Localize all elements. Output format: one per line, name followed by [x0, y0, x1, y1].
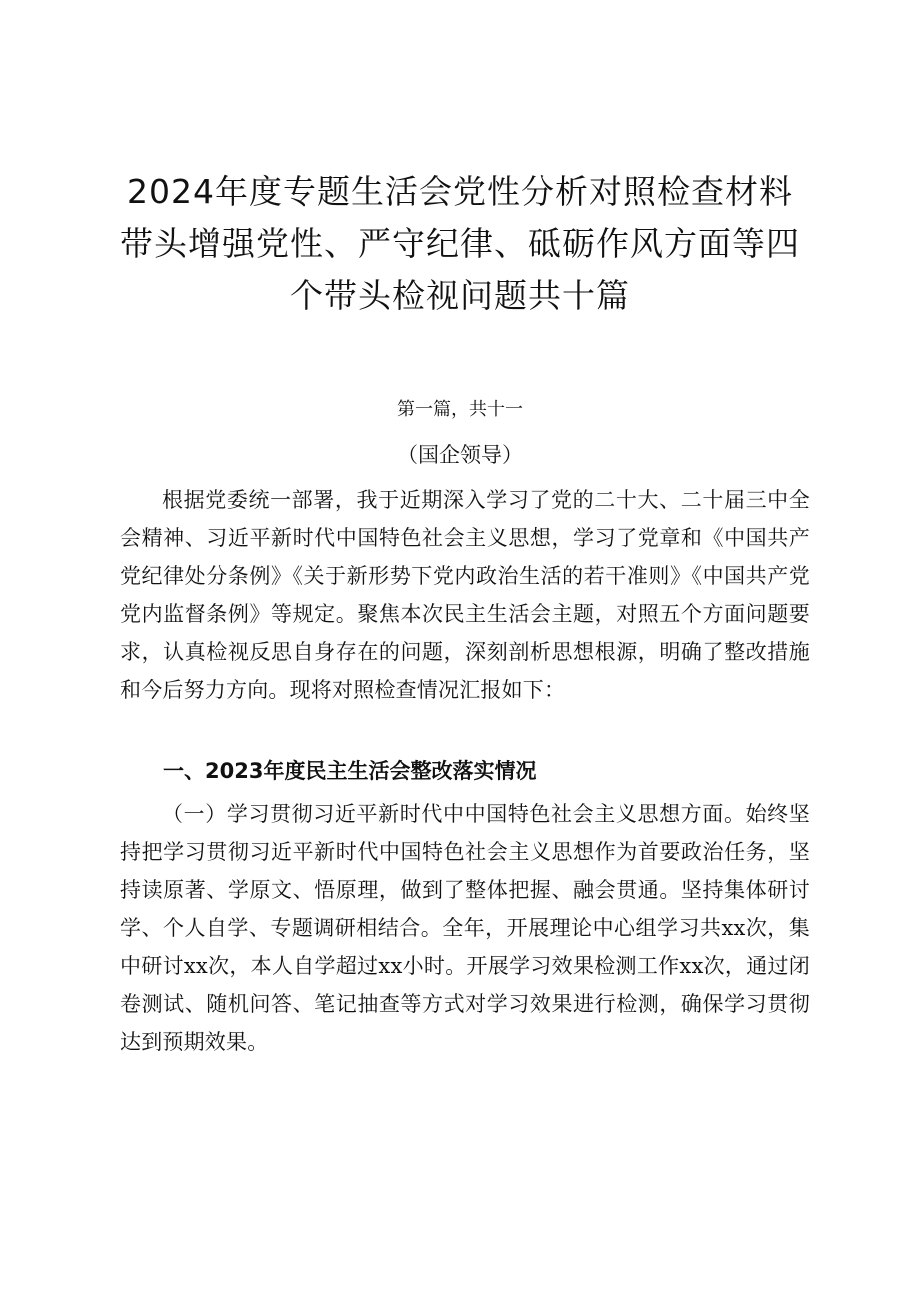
title-line-3: 个带头检视问题共十篇: [290, 276, 630, 315]
section-heading: 一、2023年度民主生活会整改落实情况: [163, 759, 537, 783]
section-paragraph: （一）学习贯彻习近平新时代中中国特色社会主义思想方面。始终坚持把学习贯彻习近平新时代中国特色社会主义思想作为首要政治任务，坚持读原著、学原文、悟原理，做到了整体把握、融会贯通。坚持集体研讨学、个人自学、专题调研相结合。全年，开展理论中心组学习共xx次，集中研讨xx次，本人自学超过xx小时。开展学习效果检测工作xx次，通过闭卷测试、随机问答、笔记抽查等方式对学习效果进行检测，确保学习贯彻达到预期效果。: [120, 802, 810, 1054]
intro-paragraph: 根据党委统一部署，我于近期深入学习了党的二十大、二十届三中全会精神、习近平新时代中国特色社会主义思想，学习了党章和《中国共产党纪律处分条例》《关于新形势下党内政治生活的若干准则》《中国共产党党内监督条例》等规定。聚焦本次民主生活会主题，对照五个方面问题要求，认真检视反思自身存在的问题，深刻剖析思想根源，明确了整改措施和今后努力方向。现将对照检查情况汇报如下：: [120, 488, 810, 702]
document-tag: （国企领导）: [397, 443, 523, 467]
document-subtitle: 第一篇，共十一: [397, 399, 523, 420]
title-line-2: 带头增强党性、严守纪律、砥砺作风方面等四: [120, 224, 800, 263]
title-line-1: 2024年度专题生活会党性分析对照检查材料: [127, 172, 793, 211]
document-title: [110, 166, 810, 322]
